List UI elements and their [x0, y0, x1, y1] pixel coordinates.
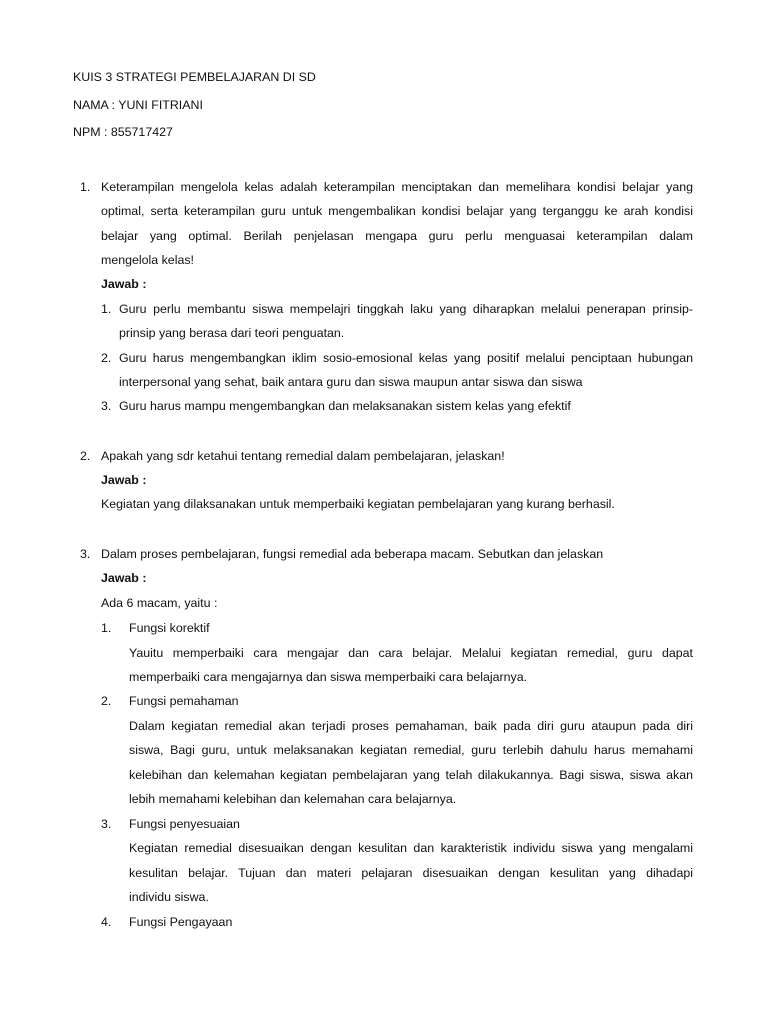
- question-3-answer-label: Jawab :: [101, 571, 147, 585]
- document-title: KUIS 3 STRATEGI PEMBELAJARAN DI SD: [73, 70, 316, 84]
- function-1-line-1: Yauitu memperbaiki cara mengajar dan cara belajar. Melalui kegiatan remedial, guru dapat: [129, 646, 693, 660]
- question-2-text: Apakah yang sdr ketahui tentang remedial dalam pembelajaran, jelaskan!: [101, 449, 505, 463]
- question-1-line-2: optimal, serta keterampilan guru untuk mengembalikan kondisi belajar yang terganggu ke arah kondisi: [101, 204, 693, 218]
- function-2-number: 2.: [101, 694, 112, 708]
- function-4-number: 4.: [101, 915, 112, 929]
- function-3-line-3: individu siswa.: [129, 890, 209, 904]
- function-3-title: Fungsi penyesuaian: [129, 817, 240, 831]
- function-1-line-2: memperbaiki cara mengajarnya dan siswa memperbaiki cara belajarnya.: [129, 670, 528, 684]
- function-2-line-2: siswa, Bagi guru, untuk melaksanakan kegiatan remedial, guru terlebih dahulu harus memahami: [129, 743, 693, 757]
- question-2-answer-label: Jawab :: [101, 473, 147, 487]
- function-2-title: Fungsi pemahaman: [129, 694, 239, 708]
- answer-1-item-3-number: 3.: [101, 399, 112, 413]
- answer-1-item-2-line-1: Guru harus mengembangkan iklim sosio-emosional kelas yang positif melalui penciptaan hubungan: [119, 351, 693, 365]
- function-1-title: Fungsi korektif: [129, 621, 210, 635]
- function-2-line-4: lebih memahami kelebihan dan kelemahan cara belajarnya.: [129, 792, 457, 806]
- student-npm: NPM : 855717427: [73, 125, 173, 139]
- function-3-line-1: Kegiatan remedial disesuaikan dengan kesulitan dan karakteristik individu siswa yang mengalami: [129, 841, 693, 855]
- student-name: NAMA : YUNI FITRIANI: [73, 98, 203, 112]
- function-2-line-3: kelebihan dan kelemahan kegiatan pembelajaran yang telah dilakukannya. Bagi siswa, siswa akan: [129, 768, 693, 782]
- answer-1-item-1-number: 1.: [101, 302, 112, 316]
- function-1-number: 1.: [101, 621, 112, 635]
- question-2-answer: Kegiatan yang dilaksanakan untuk memperbaiki kegiatan pembelajaran yang kurang berhasil.: [101, 497, 615, 511]
- answer-1-item-2-line-2: interpersonal yang sehat, baik antara guru dan siswa maupun antar siswa dan siswa: [119, 375, 583, 389]
- question-2-number: 2.: [80, 449, 91, 463]
- question-1-line-3: belajar yang optimal. Berilah penjelasan mengapa guru perlu menguasai keterampilan dalam: [101, 229, 693, 243]
- question-3-text: Dalam proses pembelajaran, fungsi remedial ada beberapa macam. Sebutkan dan jelaskan: [101, 547, 604, 561]
- function-3-number: 3.: [101, 817, 112, 831]
- answer-1-item-2-number: 2.: [101, 351, 112, 365]
- question-3-intro: Ada 6 macam, yaitu :: [101, 596, 218, 610]
- function-4-title: Fungsi Pengayaan: [129, 915, 233, 929]
- function-3-line-2: kesulitan belajar. Tujuan dan materi pelajaran disesuaikan dengan kesulitan yang dihadapi: [129, 866, 693, 880]
- answer-1-item-1-line-2: prinsip yang berasa dari teori penguatan.: [119, 326, 345, 340]
- function-2-line-1: Dalam kegiatan remedial akan terjadi proses pemahaman, baik pada diri guru ataupun pada diri: [129, 719, 693, 733]
- answer-1-item-3-line-1: Guru harus mampu mengembangkan dan melaksanakan sistem kelas yang efektif: [119, 399, 571, 413]
- question-1-number: 1.: [80, 180, 91, 194]
- question-1-line-4: mengelola kelas!: [101, 253, 194, 267]
- answer-1-item-1-line-1: Guru perlu membantu siswa mempelajri tinggkah laku yang diharapkan melalui penerapan prinsip-: [119, 302, 693, 316]
- question-1-answer-label: Jawab :: [101, 277, 147, 291]
- question-3-number: 3.: [80, 547, 91, 561]
- question-1-line-1: Keterampilan mengelola kelas adalah keterampilan menciptakan dan memelihara kondisi belajar yang: [101, 180, 693, 194]
